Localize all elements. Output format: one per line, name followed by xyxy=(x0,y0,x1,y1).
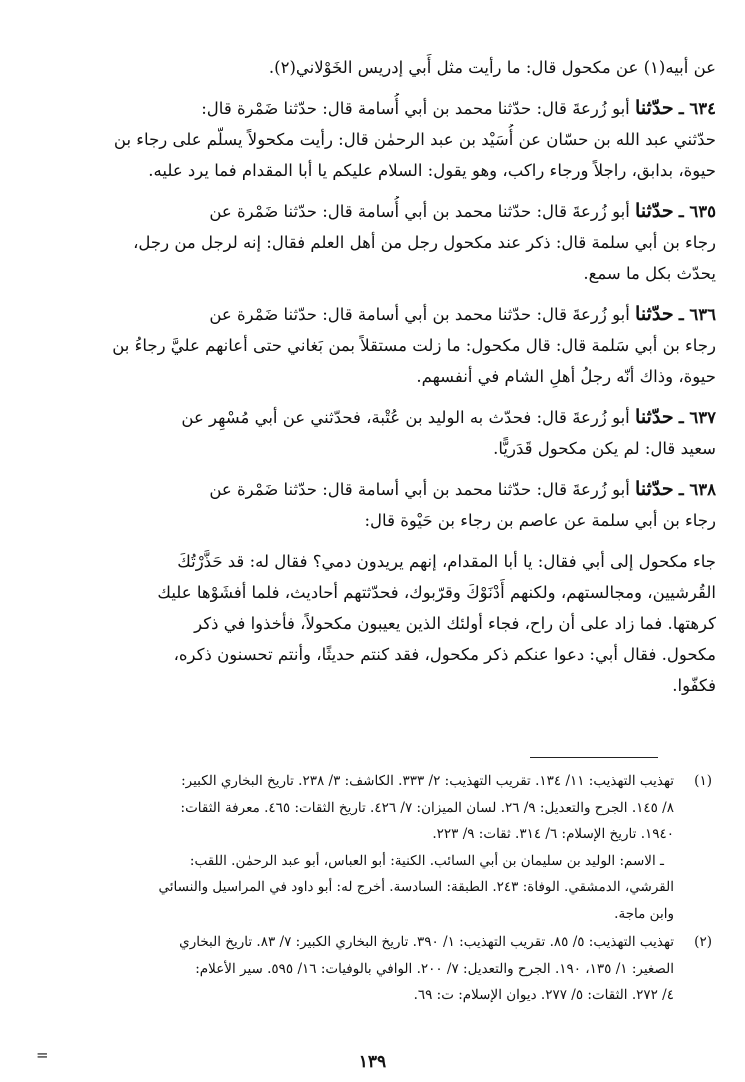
entry-text: أبو زُرعةَ قال: حدّثنا محمد بن أبي أُسامة قال: حدّثنا ضَمْرة عن xyxy=(209,202,630,221)
main-text xyxy=(34,52,716,711)
closing-line: فكفّوا. xyxy=(672,676,716,695)
entry-637 xyxy=(34,402,716,464)
footnote-marker: (١) xyxy=(694,773,712,789)
closing-line: كرهتها. فما زاد على أن راح، فجاء أولئك الذين يعيبون مكحولاً، فأخذوا في ذكر xyxy=(194,614,716,633)
entry-line xyxy=(34,299,716,330)
footnote-line: تهذيب التهذيب: ٥/ ٨٥. تقريب التهذيب: ١/ ٣٩٠. تاريخ البخاري الكبير: ٧/ ٨٣. تاريخ البخاري xyxy=(179,934,674,950)
intro-line: عن أبيه(١) عن مكحول قال: ما رأيت مثل أَبي إدريس الخَوْلاني(٢). xyxy=(268,58,716,77)
entry-line: حدّثني عبد الله بن حسّان عن أُسَيْد بن عبد الرحمٰن قال: رأيت مكحولاً يسلّم على رجاء بن xyxy=(113,130,716,149)
entry-line xyxy=(34,196,716,227)
entry-keyword: حدّثنا xyxy=(635,406,674,428)
footnote-marker: (٢) xyxy=(694,934,712,950)
entry-635 xyxy=(34,196,716,289)
entry-line: حيوة، وذاك أنّه رجلُ أهلِ الشام في أنفسهم. xyxy=(416,367,716,386)
footnote-2 xyxy=(36,929,712,1009)
entry-keyword: حدّثنا xyxy=(635,200,674,222)
entry-text: أبو زُرعةَ قال: حدّثنا محمد بن أبي أُسامة قال: حدّثنا ضَمْرة قال: xyxy=(201,99,630,118)
footnote-1 xyxy=(36,768,712,927)
entry-keyword: حدّثنا xyxy=(635,478,674,500)
entry-line: رجاء بن أبي سَلمة قال: قال مكحول: ما زلت مستقلاً بمن بَغاني حتى أعانهم عليَّ رجاءُ بن xyxy=(112,336,716,355)
footnote-subline: القرشي، الدمشقي. الوفاة: ٢٤٣. الطبقة: السادسة. أخرج له: أبو داود في المراسيل والنسائي xyxy=(158,879,674,895)
entry-638 xyxy=(34,474,716,536)
entry-text: أبو زُرعةَ قال: حدّثنا محمد بن أبي أسامة قال: حدّثنا ضَمْرة عن xyxy=(209,305,630,324)
entry-line xyxy=(34,402,716,433)
footnote-line: ٨/ ١٤٥. الجرح والتعديل: ٩/ ٢٦. لسان الميزان: ٧/ ٤٢٦. تاريخ الثقات: ٤٦٥. معرفة الثقات: xyxy=(180,799,674,816)
closing-line: القُرشيين، ومجالستهم، ولكنهم أَدْنَوْكَ وقرّبوك، فحدّثتهم أحاديث، فلما أفشَوْها عليك xyxy=(157,583,716,602)
closing-paragraph xyxy=(34,546,716,701)
entry-number: ٦٣٨ ـ xyxy=(678,480,716,499)
entry-number: ٦٣٧ ـ xyxy=(678,408,716,427)
entry-line: يحدّث بكل ما سمع. xyxy=(583,264,716,283)
entry-line: حيوة، بدابق، راجلاً ورجاء راكب، وهو يقول: السلام عليكم يا أبا المقدام فما يرد عليه. xyxy=(148,161,716,180)
continuation-mark: = xyxy=(36,1046,49,1064)
entry-number: ٦٣٥ ـ xyxy=(678,202,716,221)
entry-keyword: حدّثنا xyxy=(635,97,674,119)
entry-number: ٦٣٤ ـ xyxy=(678,99,716,118)
entry-634 xyxy=(34,93,716,186)
footnote-subline: ـ الاسم: الوليد بن سليمان بن أبي السائب. الكنية: أبو العباس، أبو عبد الرحمٰن. اللقب: xyxy=(189,852,664,869)
entry-keyword: حدّثنا xyxy=(635,303,674,325)
footnotes xyxy=(36,768,712,1011)
footnote-subline: وابن ماجة. xyxy=(614,905,674,922)
entry-text: أبو زُرعةَ قال: حدّثنا محمد بن أبي أسامة قال: حدّثنا ضَمْرة عن xyxy=(209,480,630,499)
footnote-line: ٤/ ٢٧٢. الثقات: ٥/ ٢٧٧. ديوان الإسلام: ت: ٦٩. xyxy=(413,987,674,1003)
page-number: ١٣٩ xyxy=(358,1052,387,1072)
closing-line: مكحول. فقال أبي: دعوا عنكم ذكر مكحول، فقد كنتم حديثًا، وأنتم تحسنون ذكره، xyxy=(173,645,716,664)
footnote-line: ١٩٤٠. تاريخ الإسلام: ٦/ ٣١٤. ثقات: ٩/ ٢٢٣. xyxy=(432,826,674,842)
entry-line xyxy=(34,93,716,124)
intro-paragraph xyxy=(34,52,716,83)
entry-line: سعيد قال: لم يكن مكحول قَدَريًّا. xyxy=(493,439,716,458)
entry-line xyxy=(34,474,716,505)
entry-line: رجاء بن أبي سلمة عن عاصم بن رجاء بن حَيْوة قال: xyxy=(364,511,716,530)
footnote-line: الصغير: ١/ ١٣٥، ١٩٠. الجرح والتعديل: ٧/ ٢٠٠. الوافي بالوفيات: ١٦/ ٥٩٥. سير الأعلام: xyxy=(195,960,674,977)
footnote-line: تهذيب التهذيب: ١١/ ١٣٤. تقريب التهذيب: ٢/ ٣٣٣. الكاشف: ٣/ ٢٣٨. تاريخ البخاري الكبير: xyxy=(181,773,674,789)
entry-text: أبو زُرعةَ قال: فحدّث به الوليد بن عُتْبة، فحدّثني عن أبي مُسْهِر عن xyxy=(181,408,630,427)
closing-line: جاء مكحول إلى أبي فقال: يا أبا المقدام، إنهم يريدون دمي؟ فقال له: قد حَذَّرْتُكَ xyxy=(177,552,716,571)
footnote-separator xyxy=(530,757,658,758)
entry-number: ٦٣٦ ـ xyxy=(678,305,716,324)
entry-line: رجاء بن أبي سلمة قال: ذكر عند مكحول رجل من أهل العلم فقال: إنه لرجل من رجل، xyxy=(133,233,716,252)
entry-636 xyxy=(34,299,716,392)
